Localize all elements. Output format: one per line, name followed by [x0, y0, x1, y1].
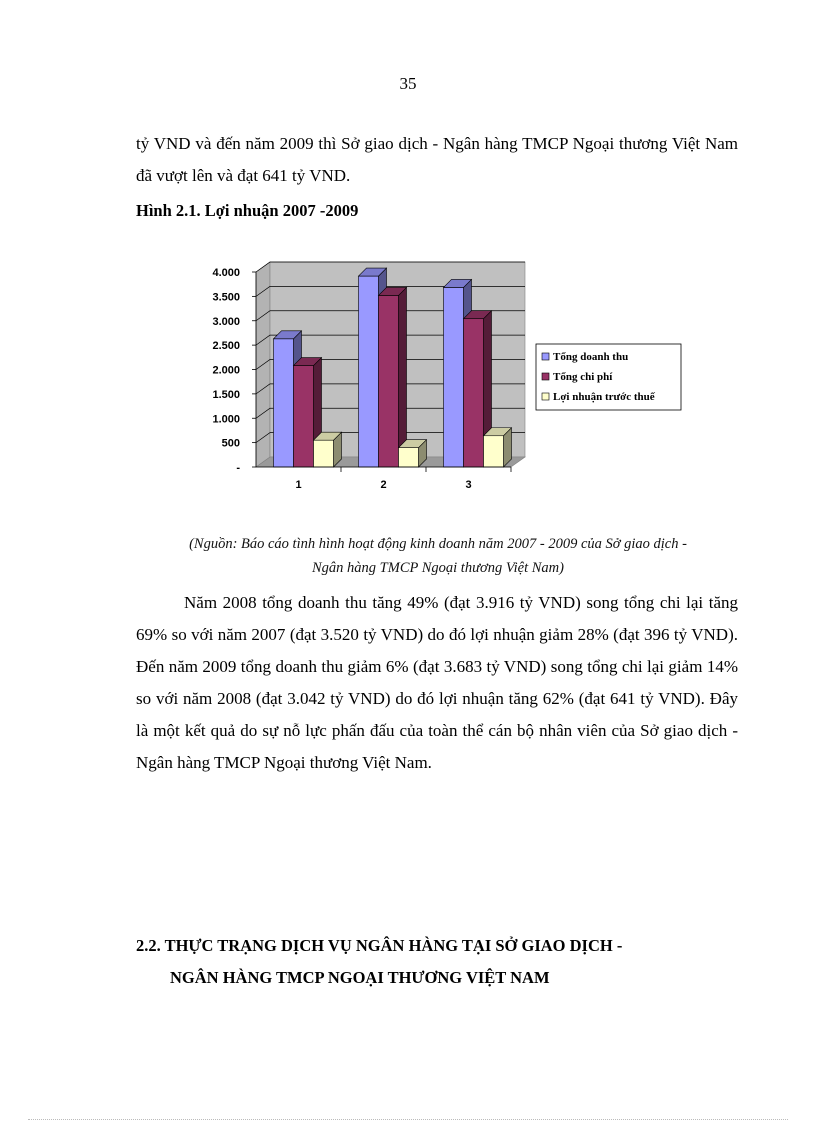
chart-legend	[536, 344, 681, 410]
legend-label: Tổng chi phí	[553, 371, 613, 383]
profit-bar-chart	[196, 252, 696, 502]
source-line-2: Ngân hàng TMCP Ngoại thương Việt Nam)	[312, 560, 564, 576]
page-number: 35	[399, 74, 417, 93]
y-tick-label: 500	[221, 437, 240, 450]
bar-front	[294, 366, 314, 467]
section-heading-line-2: NGÂN HÀNG TMCP NGOẠI THƯƠNG VIỆT NAM	[170, 968, 550, 987]
legend-swatch	[542, 393, 549, 400]
y-tick-label: 3.500	[212, 291, 240, 304]
y-tick-label: 2.500	[212, 340, 240, 353]
x-tick-label: 2	[380, 479, 387, 491]
bar-front	[314, 440, 334, 467]
bar-front	[464, 319, 484, 467]
x-axis-ticks	[256, 467, 511, 491]
x-tick-label: 1	[295, 479, 302, 491]
section-heading	[136, 930, 738, 994]
bar-front	[399, 448, 419, 467]
y-tick-label: -	[236, 462, 240, 474]
figure-title: Hình 2.1. Lợi nhuận 2007 -2009	[136, 201, 359, 220]
section-heading-line-1: 2.2. THỰC TRẠNG DỊCH VỤ NGÂN HÀNG TẠI SỞ GIAO DỊCH -	[136, 936, 623, 955]
paragraph-analysis: Năm 2008 tổng doanh thu tăng 49% (đạt 3.916 tỷ VND) song tổng chi lại tăng 69% so với năm 2007 (đạt 3.520 tỷ VND) do đó lợi nhuận giảm 28% (đạt 396 tỷ VND). Đến năm 2009 tổng doanh thu giảm 6% (đạt 3.683 tỷ VND) song tổng chi lại giảm 14% so với năm 2008 (đạt 3.042 tỷ VND) do đó lợi nhuận tăng 62% (đạt 641 tỷ VND). Đây là một kết quả do sự nỗ lực phấn đấu của toàn thể cán bộ nhân viên của Sở giao dịch - Ngân hàng TMCP Ngoại thương Việt Nam.	[136, 593, 738, 772]
y-tick-label: 3.000	[212, 315, 240, 328]
legend-swatch	[542, 373, 549, 380]
bar-3-3	[484, 428, 512, 467]
source-line-1: (Nguồn: Báo cáo tình hình hoạt động kinh doanh năm 2007 - 2009 của Sở giao dịch -	[189, 536, 687, 552]
bar-front	[379, 295, 399, 467]
bar-front	[274, 339, 294, 467]
bar-2-2	[379, 287, 407, 467]
y-tick-label: 4.000	[212, 267, 240, 279]
bar-side	[399, 287, 407, 467]
bar-front	[484, 436, 504, 467]
paragraph-intro: tỷ VND và đến năm 2009 thì Sở giao dịch - Ngân hàng TMCP Ngoại thương Việt Nam đã vượt lên và đạt 641 tỷ VND.	[136, 134, 738, 185]
x-tick-label: 3	[465, 479, 472, 491]
bar-3-2	[399, 440, 427, 467]
y-tick-label: 2.000	[212, 364, 240, 377]
legend-label: Lợi nhuận trước thuế	[553, 391, 655, 403]
bar-3-1	[314, 432, 342, 467]
figure-source	[126, 532, 750, 580]
legend-swatch	[542, 353, 549, 360]
bar-front	[444, 287, 464, 467]
y-tick-label: 1.000	[212, 413, 240, 426]
page-bottom-divider	[28, 1119, 788, 1120]
legend-label: Tổng doanh thu	[553, 351, 629, 363]
y-tick-label: 1.500	[212, 388, 240, 401]
bar-front	[359, 276, 379, 467]
y-axis-ticks	[212, 267, 256, 474]
